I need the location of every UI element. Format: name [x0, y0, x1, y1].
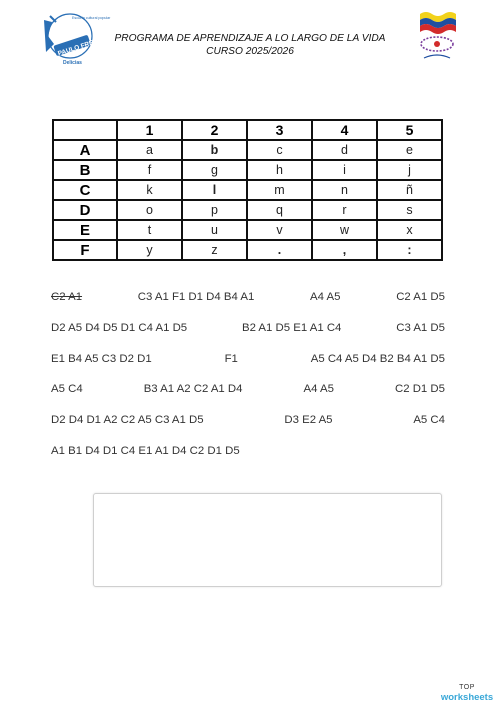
logo-main-text: PAULO FREIRE [57, 36, 105, 58]
table-cell: k [117, 180, 182, 200]
code-group: B3 A1 A2 C2 A1 D4 [143, 383, 243, 396]
code-group: D2 A5 D4 D5 D1 C4 A1 D5 [51, 321, 188, 334]
code-group: B2 A1 D5 E1 A1 C4 [241, 321, 342, 334]
table-cell: m [247, 180, 312, 200]
table-cell: : [377, 240, 442, 260]
table-cell: j [377, 160, 442, 180]
table-cell: . [247, 240, 312, 260]
table-cell: , [312, 240, 377, 260]
page-title: PROGRAMA DE APRENDIZAJE A LO LARGO DE LA VIDA [114, 33, 386, 44]
table-row [53, 240, 442, 260]
code-line [51, 289, 445, 305]
table-corner [53, 120, 117, 140]
table-row [53, 160, 442, 180]
row-header: B [53, 160, 117, 180]
column-header: 5 [377, 120, 442, 140]
column-header: 2 [182, 120, 247, 140]
table-cell: o [117, 200, 182, 220]
table-cell: x [377, 220, 442, 240]
table-row [53, 200, 442, 220]
code-line [51, 443, 445, 459]
table-row [53, 220, 442, 240]
flag-logo-icon [414, 8, 460, 66]
table-cell: y [117, 240, 182, 260]
code-group: D3 E2 A5 [284, 414, 333, 427]
table-cell: n [312, 180, 377, 200]
row-header: E [53, 220, 117, 240]
code-line [51, 381, 445, 397]
logo-bottom-text: Delicias [63, 60, 82, 66]
logo-arc-text: Escuela cultural popular [72, 16, 111, 20]
row-header: F [53, 240, 117, 260]
page-subtitle: CURSO 2025/2026 [206, 46, 294, 57]
column-header: 3 [247, 120, 312, 140]
table-cell: i [312, 160, 377, 180]
code-group: A5 C4 [413, 414, 445, 427]
code-group: A4 A5 [303, 383, 334, 396]
table-cell: ñ [377, 180, 442, 200]
code-group: D2 D4 D1 A2 C2 A5 C3 A1 D5 [51, 414, 204, 427]
table-cell: g [182, 160, 247, 180]
code-line [51, 412, 445, 428]
cipher-table [52, 119, 443, 261]
table-cell: z [182, 240, 247, 260]
table-cell: q [247, 200, 312, 220]
table-cell: v [247, 220, 312, 240]
topworksheets-brand[interactable] [436, 684, 498, 703]
column-header: 4 [312, 120, 377, 140]
table-cell: l [182, 180, 247, 200]
code-group: A5 C4 [51, 383, 83, 396]
table-cell: p [182, 200, 247, 220]
code-group: F1 [224, 352, 238, 365]
table-cell: h [247, 160, 312, 180]
code-group: E1 B4 A5 C3 D2 D1 [51, 352, 152, 365]
coded-message [51, 289, 445, 474]
code-group: A4 A5 [310, 291, 341, 303]
code-group: A5 C4 A5 D4 B2 B4 A1 D5 [310, 352, 445, 365]
row-header: D [53, 200, 117, 220]
code-group: C3 A1 D5 [396, 321, 445, 334]
program-logo [414, 8, 460, 66]
row-header: A [53, 140, 117, 160]
brand-top-text: TOP [459, 684, 475, 691]
table-cell: w [312, 220, 377, 240]
table-cell: f [117, 160, 182, 180]
code-line [51, 351, 445, 367]
code-line [51, 320, 445, 336]
table-cell: d [312, 140, 377, 160]
code-group: C3 A1 F1 D1 D4 B4 A1 [137, 291, 255, 303]
table-cell: a [117, 140, 182, 160]
code-group: C2 A1 D5 [396, 291, 445, 303]
code-group: A1 B1 D4 D1 C4 E1 A1 D4 C2 D1 D5 [51, 444, 240, 457]
table-cell: u [182, 220, 247, 240]
table-cell: r [312, 200, 377, 220]
table-cell: t [117, 220, 182, 240]
table-header-row [53, 120, 442, 140]
row-header: C [53, 180, 117, 200]
table-cell: s [377, 200, 442, 220]
table-cell: b [182, 140, 247, 160]
code-group: C2 D1 D5 [394, 383, 445, 396]
table-row [53, 180, 442, 200]
brand-main-text: worksheets [440, 692, 494, 703]
answer-textbox[interactable] [93, 493, 442, 587]
table-row [53, 140, 442, 160]
table-cell: c [247, 140, 312, 160]
column-header: 1 [117, 120, 182, 140]
code-group-example: C2 A1 [51, 291, 83, 303]
table-cell: e [377, 140, 442, 160]
